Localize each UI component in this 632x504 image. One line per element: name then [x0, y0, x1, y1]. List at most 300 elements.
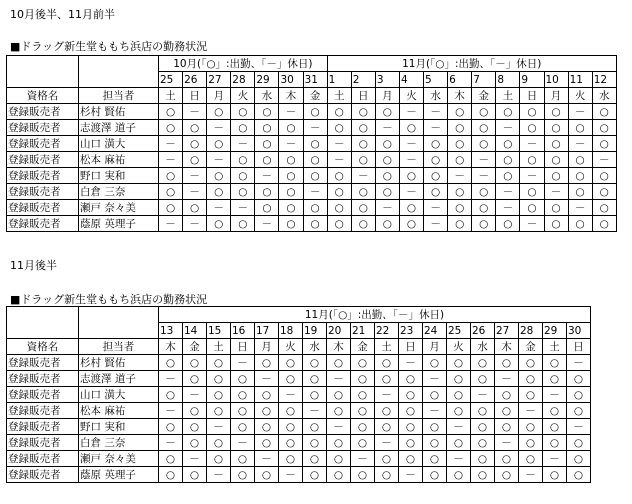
date-cell: 27	[495, 323, 519, 339]
attendance-cell: ○	[351, 403, 375, 419]
corner-cell	[7, 72, 79, 88]
attendance-cell: －	[231, 355, 255, 371]
attendance-cell: －	[375, 200, 399, 216]
attendance-cell: ○	[423, 419, 447, 435]
attendance-cell: ○	[447, 435, 471, 451]
attendance-cell: －	[255, 371, 279, 387]
attendance-cell: －	[183, 104, 207, 120]
attendance-cell: ○	[159, 355, 183, 371]
attendance-cell: ○	[495, 419, 519, 435]
attendance-cell: －	[159, 403, 183, 419]
attendance-cell: ○	[399, 419, 423, 435]
attendance-cell: ○	[183, 355, 207, 371]
weekday-row	[7, 339, 591, 355]
attendance-cell: －	[399, 104, 423, 120]
section1-schedule-table	[6, 55, 617, 232]
weekday-cell: 水	[471, 339, 495, 355]
attendance-cell: ○	[423, 387, 447, 403]
attendance-cell: －	[279, 136, 303, 152]
qualification-cell: 登録販売者	[7, 104, 79, 120]
attendance-cell: ○	[592, 136, 616, 152]
qualification-cell: 登録販売者	[7, 387, 79, 403]
weekday-cell: 水	[303, 339, 327, 355]
attendance-cell: ○	[399, 200, 423, 216]
weekday-cell: 土	[496, 88, 520, 104]
attendance-cell: ○	[279, 403, 303, 419]
attendance-cell: ○	[447, 387, 471, 403]
attendance-cell: ○	[519, 435, 543, 451]
table-row	[7, 387, 591, 403]
attendance-cell: ○	[567, 467, 591, 483]
weekday-cell: 木	[495, 339, 519, 355]
attendance-cell: ○	[471, 355, 495, 371]
attendance-cell: ○	[327, 467, 351, 483]
attendance-cell: ○	[447, 403, 471, 419]
attendance-cell: ○	[351, 467, 375, 483]
attendance-cell: －	[423, 403, 447, 419]
weekday-cell: 日	[399, 339, 423, 355]
qualification-header: 資格名	[7, 339, 79, 355]
date-cell: 4	[399, 72, 423, 88]
attendance-cell: ○	[423, 435, 447, 451]
attendance-cell: －	[568, 104, 592, 120]
qualification-cell: 登録販売者	[7, 168, 79, 184]
corner-cell	[79, 72, 159, 88]
attendance-cell: ○	[471, 371, 495, 387]
attendance-cell: ○	[520, 104, 544, 120]
attendance-cell: ○	[544, 216, 568, 232]
attendance-cell: ○	[255, 152, 279, 168]
attendance-cell: ○	[207, 136, 231, 152]
weekday-cell: 金	[303, 88, 327, 104]
attendance-cell: －	[183, 168, 207, 184]
attendance-cell: ○	[327, 184, 351, 200]
attendance-cell: ○	[375, 152, 399, 168]
attendance-cell: ○	[159, 419, 183, 435]
attendance-cell: －	[543, 451, 567, 467]
attendance-cell: ○	[471, 403, 495, 419]
section2-heading: 11月後半	[10, 259, 57, 272]
weekday-cell: 土	[375, 339, 399, 355]
attendance-cell: ○	[327, 104, 351, 120]
table-row	[7, 136, 617, 152]
attendance-cell: ○	[423, 451, 447, 467]
attendance-cell: ○	[351, 355, 375, 371]
attendance-cell: －	[568, 200, 592, 216]
corner-cell	[79, 323, 159, 339]
attendance-cell: －	[496, 120, 520, 136]
weekday-cell: 木	[279, 88, 303, 104]
date-cell: 6	[448, 72, 472, 88]
attendance-cell: ○	[568, 184, 592, 200]
attendance-cell: ○	[471, 451, 495, 467]
weekday-cell: 土	[543, 339, 567, 355]
attendance-cell: ○	[279, 371, 303, 387]
attendance-cell: ○	[255, 467, 279, 483]
attendance-cell: －	[447, 451, 471, 467]
month-header: 11月(「○」:出勤、「－」休日)	[327, 56, 616, 72]
attendance-cell: ○	[471, 419, 495, 435]
attendance-cell: －	[567, 355, 591, 371]
attendance-cell: ○	[279, 435, 303, 451]
attendance-cell: ○	[303, 467, 327, 483]
attendance-cell: ○	[231, 467, 255, 483]
weekday-cell: 土	[159, 88, 183, 104]
attendance-cell: ○	[375, 168, 399, 184]
attendance-cell: ○	[207, 451, 231, 467]
attendance-cell: ○	[399, 216, 423, 232]
table-row	[7, 355, 591, 371]
weekday-cell: 日	[231, 339, 255, 355]
attendance-cell: ○	[231, 216, 255, 232]
attendance-cell: ○	[543, 467, 567, 483]
qualification-cell: 登録販売者	[7, 419, 79, 435]
attendance-cell: ○	[399, 168, 423, 184]
attendance-cell: ○	[207, 168, 231, 184]
attendance-cell: ○	[519, 451, 543, 467]
attendance-cell: ○	[183, 136, 207, 152]
date-cell: 26	[471, 323, 495, 339]
weekday-row	[7, 88, 617, 104]
attendance-cell: －	[279, 467, 303, 483]
qualification-cell: 登録販売者	[7, 120, 79, 136]
section1-heading: 10月後半、11月前半	[10, 8, 115, 21]
attendance-cell: ○	[448, 184, 472, 200]
attendance-cell: ○	[544, 168, 568, 184]
attendance-cell: －	[423, 371, 447, 387]
weekday-cell: 火	[231, 88, 255, 104]
attendance-cell: ○	[327, 435, 351, 451]
attendance-cell: ○	[351, 435, 375, 451]
attendance-cell: ○	[543, 419, 567, 435]
attendance-cell: －	[255, 451, 279, 467]
attendance-cell: ○	[183, 152, 207, 168]
staff-name-cell: 山口 潢大	[79, 136, 159, 152]
table-row	[7, 120, 617, 136]
date-cell: 29	[255, 72, 279, 88]
attendance-cell: ○	[327, 387, 351, 403]
weekday-cell: 金	[183, 339, 207, 355]
attendance-cell: －	[351, 168, 375, 184]
attendance-cell: ○	[448, 136, 472, 152]
date-cell: 19	[303, 323, 327, 339]
attendance-cell: ○	[472, 200, 496, 216]
attendance-cell: ○	[159, 200, 183, 216]
attendance-cell: －	[592, 152, 616, 168]
attendance-cell: －	[375, 435, 399, 451]
corner-cell	[7, 323, 79, 339]
attendance-cell: －	[424, 216, 448, 232]
attendance-cell: ○	[255, 387, 279, 403]
attendance-cell: ○	[375, 403, 399, 419]
attendance-cell: －	[327, 136, 351, 152]
table-row	[7, 184, 617, 200]
section2-table-wrap	[6, 306, 591, 483]
attendance-cell: －	[472, 168, 496, 184]
date-cell: 7	[472, 72, 496, 88]
table-row	[7, 216, 617, 232]
attendance-cell: －	[351, 451, 375, 467]
attendance-cell: ○	[447, 467, 471, 483]
staff-name-cell: 杉村 賢佑	[79, 355, 159, 371]
qualification-cell: 登録販売者	[7, 152, 79, 168]
date-cell: 5	[424, 72, 448, 88]
attendance-cell: ○	[207, 104, 231, 120]
attendance-cell: ○	[519, 371, 543, 387]
attendance-cell: ○	[543, 355, 567, 371]
attendance-cell: －	[303, 120, 327, 136]
staff-name-cell: 杉村 賢佑	[79, 104, 159, 120]
weekday-cell: 木	[448, 88, 472, 104]
attendance-cell: ○	[231, 184, 255, 200]
attendance-cell: ○	[375, 371, 399, 387]
attendance-cell: ○	[544, 104, 568, 120]
qualification-cell: 登録販売者	[7, 403, 79, 419]
attendance-cell: ○	[183, 403, 207, 419]
attendance-cell: ○	[399, 371, 423, 387]
attendance-cell: －	[159, 152, 183, 168]
section1-table-wrap	[6, 55, 617, 232]
attendance-cell: ○	[303, 371, 327, 387]
attendance-cell: ○	[424, 168, 448, 184]
attendance-cell: ○	[351, 216, 375, 232]
attendance-cell: ○	[351, 184, 375, 200]
attendance-cell: ○	[303, 168, 327, 184]
attendance-cell: －	[495, 435, 519, 451]
attendance-cell: ○	[567, 371, 591, 387]
attendance-cell: －	[207, 200, 231, 216]
staff-name-cell: 松本 麻祐	[79, 152, 159, 168]
attendance-cell: ○	[399, 403, 423, 419]
corner-cell	[79, 307, 159, 323]
section2-subtitle: ■ドラッグ新生堂ももち浜店の勤務状況	[10, 293, 208, 306]
date-cell: 30	[279, 72, 303, 88]
attendance-cell: ○	[375, 355, 399, 371]
attendance-cell: ○	[495, 451, 519, 467]
weekday-cell: 火	[568, 88, 592, 104]
month-header-row	[7, 307, 591, 323]
attendance-cell: ○	[351, 387, 375, 403]
attendance-cell: ○	[255, 419, 279, 435]
date-cell: 25	[447, 323, 471, 339]
attendance-cell: ○	[255, 184, 279, 200]
attendance-cell: ○	[424, 152, 448, 168]
attendance-cell: ○	[471, 435, 495, 451]
attendance-cell: ○	[351, 419, 375, 435]
table-row	[7, 104, 617, 120]
attendance-cell: ○	[279, 216, 303, 232]
table-row	[7, 419, 591, 435]
attendance-cell: ○	[183, 435, 207, 451]
qualification-cell: 登録販売者	[7, 467, 79, 483]
attendance-cell: ○	[472, 104, 496, 120]
attendance-cell: ○	[375, 451, 399, 467]
attendance-cell: ○	[231, 451, 255, 467]
table-row	[7, 200, 617, 216]
date-cell: 9	[520, 72, 544, 88]
qualification-cell: 登録販売者	[7, 355, 79, 371]
attendance-cell: ○	[159, 451, 183, 467]
attendance-cell: ○	[279, 419, 303, 435]
attendance-cell: ○	[327, 403, 351, 419]
attendance-cell: ○	[472, 120, 496, 136]
attendance-cell: ○	[472, 136, 496, 152]
weekday-cell: 火	[447, 339, 471, 355]
attendance-cell: ○	[447, 355, 471, 371]
attendance-cell: ○	[327, 168, 351, 184]
attendance-cell: －	[231, 435, 255, 451]
attendance-cell: ○	[568, 152, 592, 168]
attendance-cell: ○	[327, 216, 351, 232]
qualification-cell: 登録販売者	[7, 136, 79, 152]
attendance-cell: －	[375, 120, 399, 136]
date-cell: 21	[351, 323, 375, 339]
attendance-cell: ○	[183, 120, 207, 136]
attendance-cell: ○	[496, 136, 520, 152]
attendance-cell: ○	[207, 184, 231, 200]
attendance-cell: ○	[496, 104, 520, 120]
date-cell: 11	[568, 72, 592, 88]
weekday-cell: 金	[351, 339, 375, 355]
date-row	[7, 72, 617, 88]
weekday-cell: 水	[424, 88, 448, 104]
date-cell: 25	[159, 72, 183, 88]
attendance-cell: ○	[567, 403, 591, 419]
attendance-cell: ○	[543, 435, 567, 451]
attendance-cell: ○	[351, 200, 375, 216]
attendance-cell: －	[447, 419, 471, 435]
attendance-cell: ○	[375, 216, 399, 232]
staff-name-cell: 野口 実和	[79, 419, 159, 435]
attendance-cell: ○	[543, 371, 567, 387]
weekday-cell: 日	[183, 88, 207, 104]
attendance-cell: ○	[544, 200, 568, 216]
attendance-cell: ○	[448, 152, 472, 168]
attendance-cell: －	[207, 120, 231, 136]
date-cell: 16	[231, 323, 255, 339]
attendance-cell: ○	[424, 136, 448, 152]
attendance-cell: ○	[231, 419, 255, 435]
qualification-cell: 登録販売者	[7, 435, 79, 451]
attendance-cell: ○	[207, 371, 231, 387]
attendance-cell: ○	[447, 371, 471, 387]
attendance-cell: －	[231, 136, 255, 152]
attendance-cell: －	[183, 387, 207, 403]
corner-cell	[7, 307, 79, 323]
attendance-cell: －	[327, 419, 351, 435]
attendance-cell: －	[159, 136, 183, 152]
attendance-cell: ○	[592, 104, 616, 120]
attendance-cell: ○	[303, 435, 327, 451]
attendance-cell: ○	[544, 152, 568, 168]
attendance-cell: ○	[567, 387, 591, 403]
date-cell: 13	[159, 323, 183, 339]
attendance-cell: ○	[375, 136, 399, 152]
attendance-cell: ○	[351, 371, 375, 387]
attendance-cell: ○	[303, 451, 327, 467]
weekday-cell: 火	[399, 88, 423, 104]
qualification-cell: 登録販売者	[7, 200, 79, 216]
staff-name-cell: 蔭原 英理子	[79, 216, 159, 232]
date-cell: 29	[543, 323, 567, 339]
attendance-cell: ○	[303, 355, 327, 371]
qualification-cell: 登録販売者	[7, 451, 79, 467]
table-row	[7, 371, 591, 387]
attendance-cell: ○	[279, 451, 303, 467]
attendance-cell: ○	[303, 200, 327, 216]
weekday-cell: 木	[159, 339, 183, 355]
date-cell: 27	[207, 72, 231, 88]
attendance-cell: ○	[496, 168, 520, 184]
staff-name-cell: 志渡澤 道子	[79, 371, 159, 387]
attendance-cell: ○	[207, 355, 231, 371]
month-header: 10月(「○」:出勤、「－」休日)	[159, 56, 328, 72]
weekday-cell: 日	[520, 88, 544, 104]
staff-header: 担当者	[79, 339, 159, 355]
staff-name-cell: 松本 麻祐	[79, 403, 159, 419]
staff-name-cell: 蔭原 英理子	[79, 467, 159, 483]
attendance-cell: ○	[567, 451, 591, 467]
date-cell: 28	[231, 72, 255, 88]
weekday-cell: 月	[375, 88, 399, 104]
attendance-cell: －	[568, 136, 592, 152]
attendance-cell: －	[399, 355, 423, 371]
attendance-cell: ○	[159, 104, 183, 120]
attendance-cell: －	[424, 104, 448, 120]
attendance-cell: ○	[327, 451, 351, 467]
attendance-cell: ○	[448, 216, 472, 232]
attendance-cell: －	[519, 467, 543, 483]
attendance-cell: ○	[303, 152, 327, 168]
attendance-cell: ○	[592, 216, 616, 232]
weekday-cell: 月	[207, 88, 231, 104]
weekday-cell: 日	[351, 88, 375, 104]
attendance-cell: ○	[159, 467, 183, 483]
attendance-cell: －	[495, 371, 519, 387]
attendance-cell: ○	[567, 435, 591, 451]
attendance-cell: ○	[303, 387, 327, 403]
attendance-cell: ○	[471, 467, 495, 483]
attendance-cell: ○	[520, 184, 544, 200]
attendance-cell: ○	[279, 120, 303, 136]
attendance-cell: －	[519, 403, 543, 419]
attendance-cell: ○	[592, 120, 616, 136]
attendance-cell: －	[327, 371, 351, 387]
corner-cell	[7, 56, 79, 72]
date-row	[7, 323, 591, 339]
table-row	[7, 435, 591, 451]
attendance-cell: ○	[520, 152, 544, 168]
date-cell: 18	[279, 323, 303, 339]
attendance-cell: －	[399, 184, 423, 200]
attendance-cell: －	[520, 168, 544, 184]
weekday-cell: 木	[327, 339, 351, 355]
attendance-cell: ○	[351, 136, 375, 152]
weekday-cell: 土	[327, 88, 351, 104]
attendance-cell: ○	[375, 419, 399, 435]
attendance-cell: ○	[231, 371, 255, 387]
date-cell: 14	[183, 323, 207, 339]
attendance-cell: －	[496, 184, 520, 200]
attendance-cell: ○	[592, 184, 616, 200]
qualification-cell: 登録販売者	[7, 371, 79, 387]
attendance-cell: －	[279, 104, 303, 120]
attendance-cell: ○	[375, 104, 399, 120]
attendance-cell: ○	[520, 120, 544, 136]
attendance-cell: －	[399, 467, 423, 483]
qualification-cell: 登録販売者	[7, 184, 79, 200]
attendance-cell: ○	[303, 216, 327, 232]
